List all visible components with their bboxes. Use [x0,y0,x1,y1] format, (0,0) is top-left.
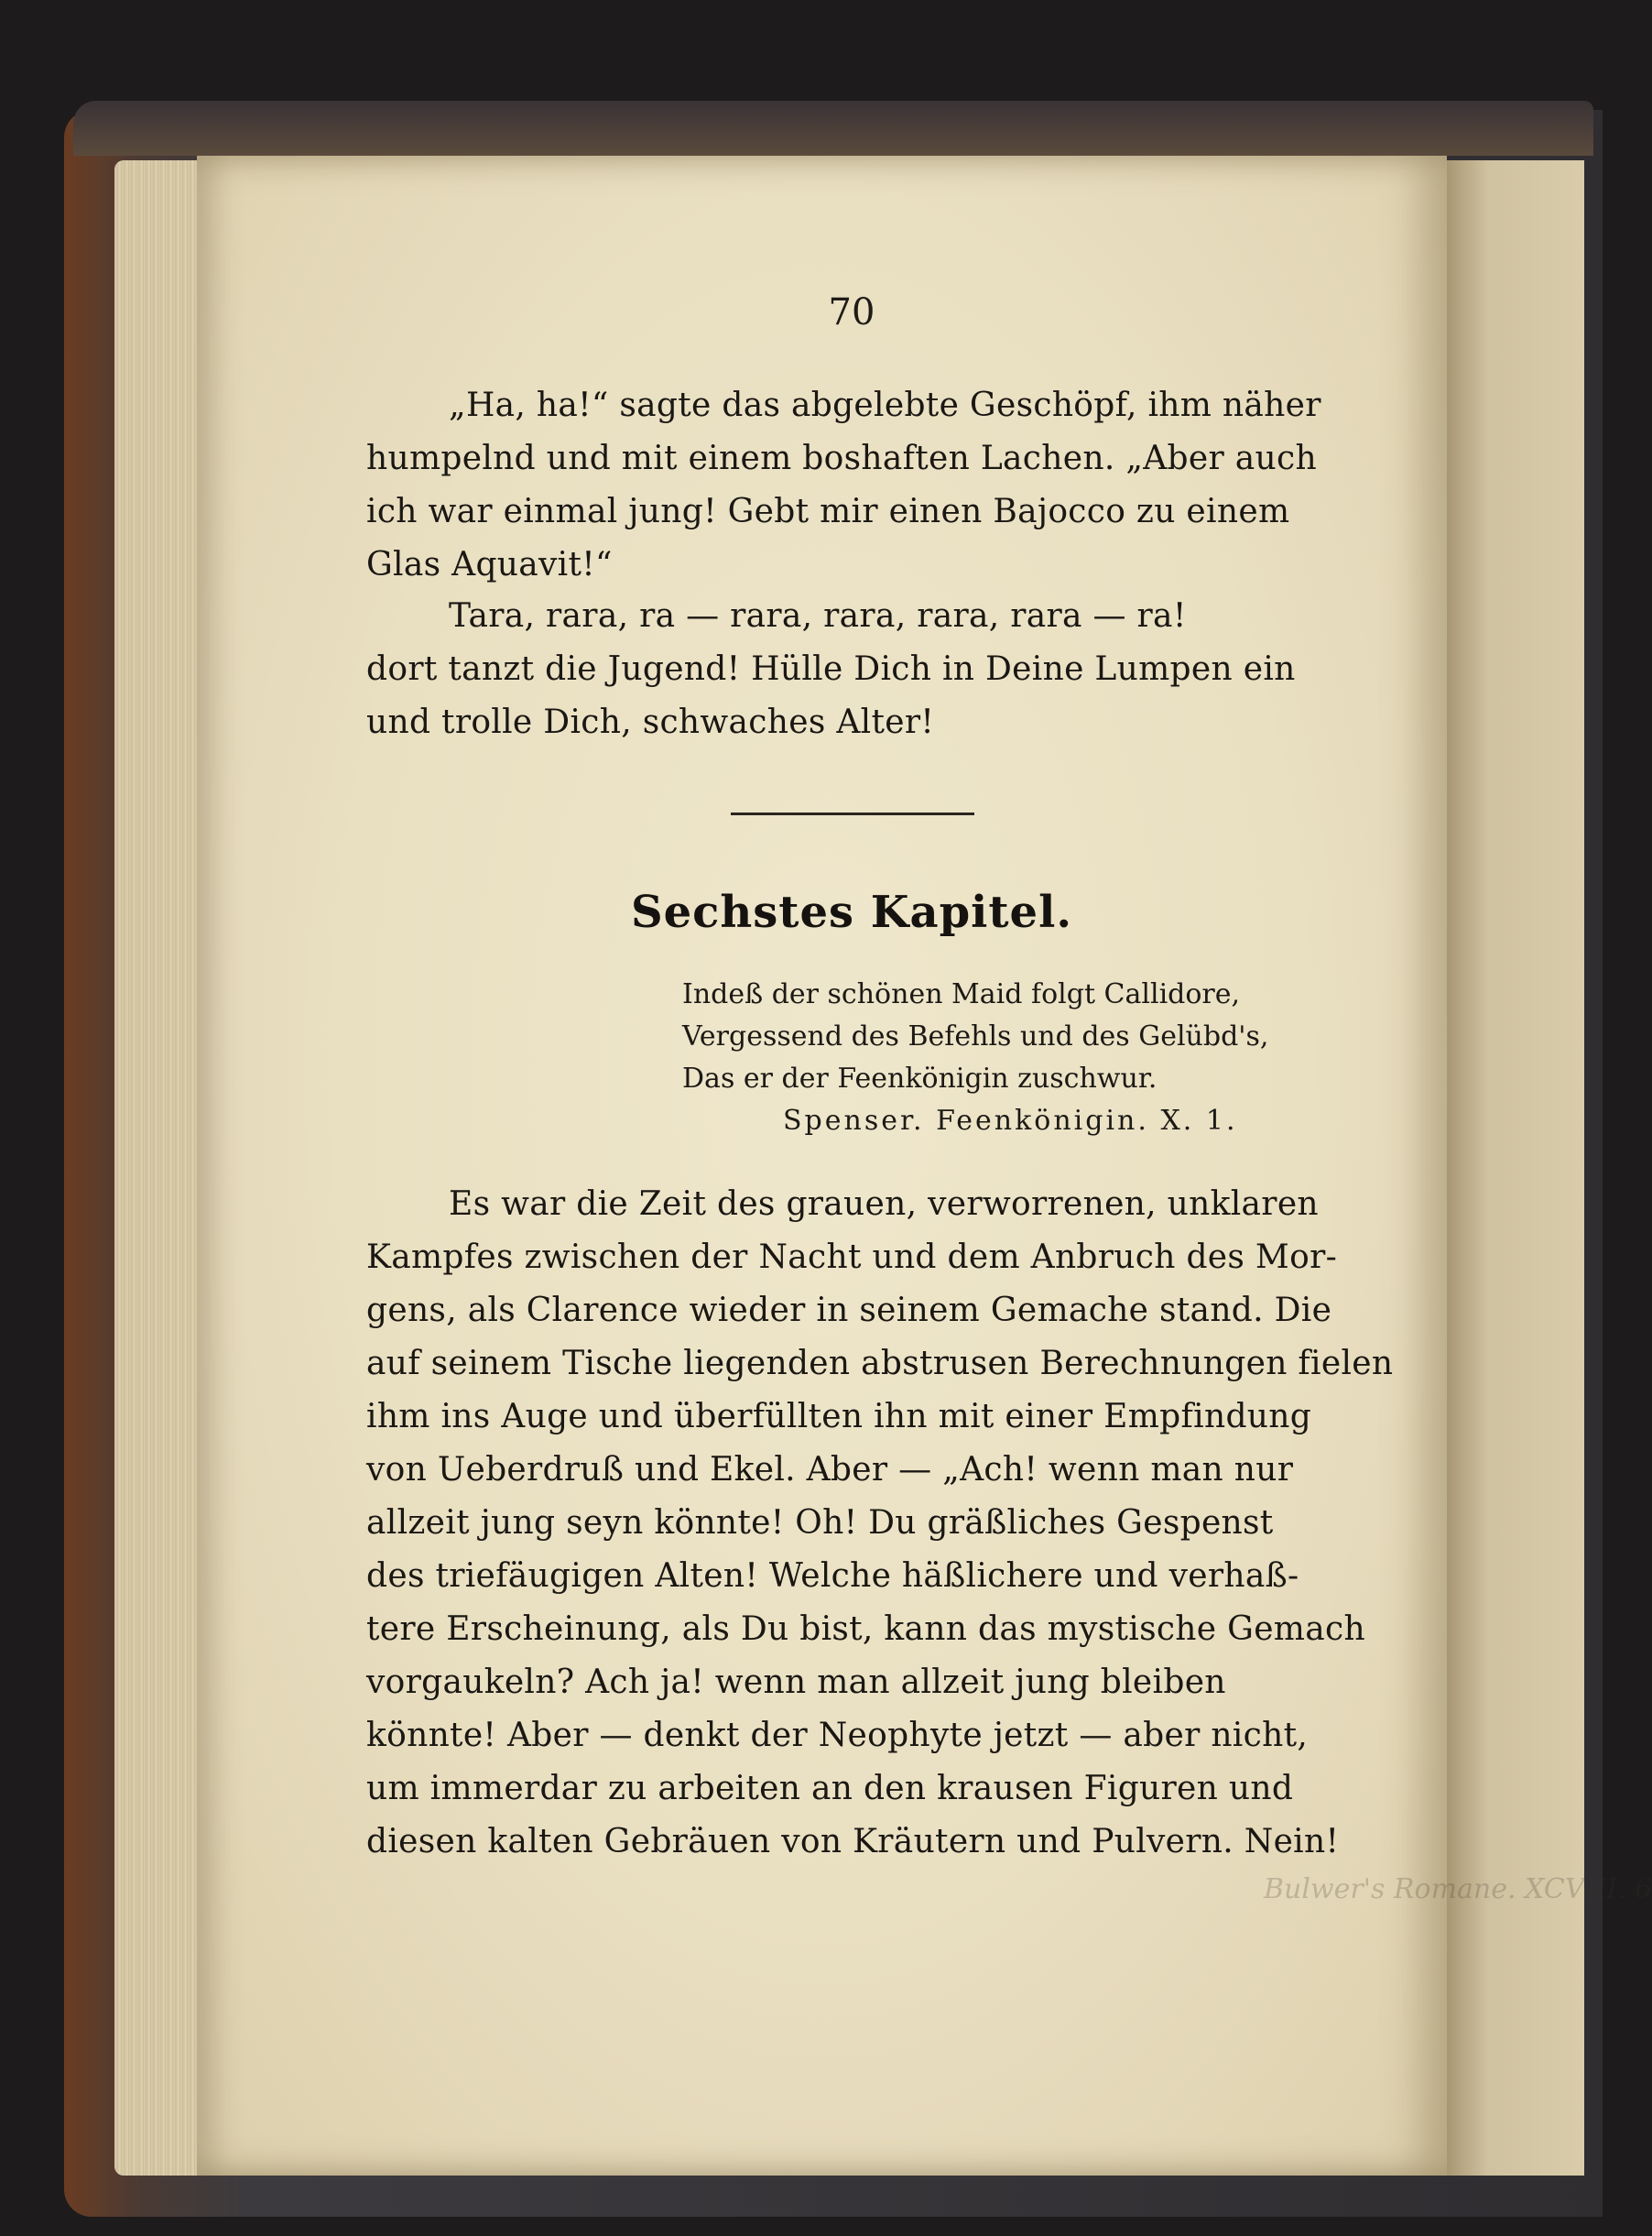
text-line: und trolle Dich, schwaches Alter! [366,704,935,741]
text-line: ihm ins Auge und überfüllten ihn mit einer Empfindung [366,1398,1312,1435]
text-line: um immerdar zu arbeiten an den krausen Figuren und [366,1770,1294,1807]
text-line: Glas Aquavit!“ [366,546,613,584]
chapter-title: Sechstes Kapitel. [630,887,1073,938]
text-line: könnte! Aber — denkt der Neophyte jetzt — aber nicht, [366,1717,1309,1754]
text-line: Kampfes zwischen der Nacht und dem Anbruch des Mor- [366,1238,1338,1276]
paragraph-3 [366,1178,1394,1869]
book-spine-top [73,101,1593,156]
text-line: des triefäugigen Alten! Welche häßlichere und verhaß- [366,1557,1299,1595]
text-line: auf seinem Tische liegenden abstrusen Berechnungen fielen [366,1345,1394,1382]
page-number: 70 [828,291,875,333]
paragraph-1 [366,379,1351,592]
epigraph-source: Spenser. Feenkönigin. X. 1. [783,1105,1238,1137]
text-line: tere Erscheinung, als Du bist, kann das mystische Gemach [366,1610,1365,1648]
text-line: Es war die Zeit des grauen, verworrenen, unklaren [449,1185,1319,1223]
text-line: dort tanzt die Jugend! Hülle Dich in Deine Lumpen ein [366,650,1296,688]
paragraph-2 [366,590,1351,749]
text-line: allzeit jung seyn könnte! Oh! Du gräßliches Gespenst [366,1504,1274,1542]
text-line: diesen kalten Gebräuen von Kräutern und Pulvern. Nein! [366,1823,1340,1860]
text-line: Tara, rara, ra — rara, rara, rara, rara — ra! [449,597,1187,635]
epigraph-line: Das er der Feenkönigin zuschwur. [682,1063,1157,1095]
text-line: gens, als Clarence wieder in seinem Gemache stand. Die [366,1292,1332,1329]
text-line: ich war einmal jung! Gebt mir einen Bajocco zu einem [366,493,1290,530]
text-line: vorgaukeln? Ach ja! wenn man allzeit jung bleiben [366,1663,1226,1701]
text-line: von Ueberdruß und Ekel. Aber — „Ach! wenn man nur [366,1451,1294,1489]
epigraph-line: Indeß der schönen Maid folgt Callidore, [682,978,1241,1010]
text-line: humpelnd und mit einem boshaften Lachen. „Aber auch [366,440,1317,477]
section-divider [731,813,974,815]
show-through-text: Bulwer's Romane. XCVIII. 6 [1264,1873,1652,1905]
text-line: „Ha, ha!“ sagte das abgelebte Geschöpf, ihm näher [449,387,1321,424]
epigraph-line: Vergessend des Befehls und des Gelübd's, [682,1020,1269,1053]
epigraph [682,974,1342,1142]
